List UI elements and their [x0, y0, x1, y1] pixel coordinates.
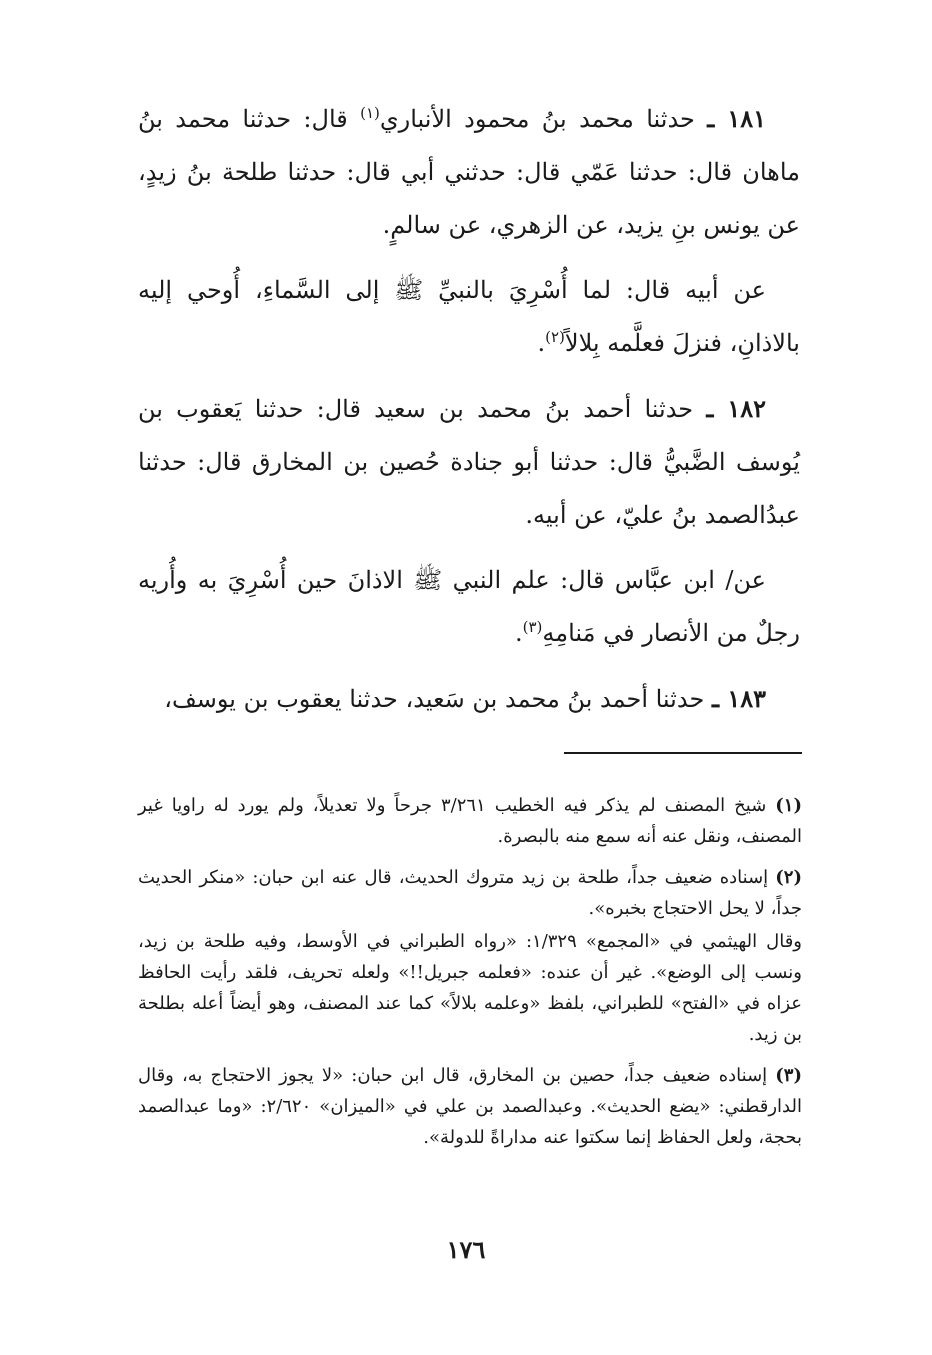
punctuation: .	[537, 329, 546, 357]
footnote-ref: (٢)	[545, 328, 565, 346]
hadith-181-isnad	[138, 92, 800, 252]
footnote-text: إسناده ضعيف جداً، طلحة بن زيد متروك الحديث، قال عنه ابن حبان: «منكر الحديث جداً، لا يحل الاحتجاج بخبره».	[138, 867, 802, 919]
footnote-text: شيخ المصنف لم يذكر فيه الخطيب ٣/٢٦١ جرحاً ولا تعديلاً، ولم يورد له راويا غير المصنف، ونقل عنه أنه سمع منه بالبصرة.	[138, 795, 802, 847]
hadith-183-isnad	[138, 672, 800, 726]
footnote-ref: (٣)	[522, 618, 543, 636]
footnote-2-continued: وقال الهيثمي في «المجمع» ١/٣٢٩: «رواه الطبراني في الأوسط، وفيه طلحة بن زيد، ونسب إلى الوضع». غير أن عنده: «فعلمه جبريل!!» ولعله تحريف، فلقد رأيت الحافظ عزاه في «الفتح» للطبراني، بلفظ «وعلمه بلالاً» كما عند المصنف، وهو أيضاً أعله بطلحة بن زيد.	[138, 931, 802, 1045]
hadith-182-matn	[138, 554, 800, 660]
punctuation: .	[514, 619, 523, 647]
footnotes	[138, 790, 802, 1163]
footnote-1	[138, 790, 802, 852]
isnad-text: قال: حدثنا محمد بنُ ماهان قال: حدثنا عَمّي قال: حدثني أبي قال: حدثنا طلحة بنُ زيدٍ، عن يونس بنِ يزيد، عن الزهري، عن سالمٍ.	[138, 105, 800, 239]
hadith-182-isnad	[138, 382, 800, 542]
footnote-text: إسناده ضعيف جداً، حصين بن المخارق، قال ابن حبان: «لا يجوز الاحتجاج به، وقال الدارقطني: «يضع الحديث». وعبدالصمد بن علي في «الميزان» ٢/٦٢٠: «وما عبدالصمد بحجة، ولعل الحفاظ إنما سكتوا عنه مداراةً للدولة».	[138, 1065, 802, 1148]
footnote-mark: (٣)	[775, 1065, 802, 1086]
isnad-text: حدثنا محمد بنُ محمود الأنباري	[379, 105, 695, 133]
matn-text: عن/ ابن عبَّاس قال: علم النبي ﷺ الاذانَ حين أُسْرِيَ به وأُريه رجلٌ من الأنصار في مَنامِهِ	[138, 566, 800, 647]
main-text	[138, 92, 800, 726]
hadith-number: ١٨١ ـ	[707, 104, 766, 133]
hadith-number: ١٨٢ ـ	[706, 394, 766, 423]
footnote-3	[138, 1060, 802, 1153]
footnote-mark: (١)	[775, 795, 802, 816]
matn-text: عن أبيه قال: لما أُسْرِيَ بالنبيِّ ﷺ إلى السَّماءِ، أُوحي إليه بالاذانِ، فنزلَ فعلَّمه بِلالاً	[138, 276, 800, 357]
isnad-text: حدثنا أحمد بنُ محمد بن سعيد قال: حدثنا يَعقوب بن يُوسف الضَّبيُّ قال: حدثنا أبو جنادة حُصين بن المخارق قال: حدثنا عبدُالصمد بنُ عليّ، عن أبيه.	[138, 395, 800, 529]
hadith-number: ١٨٣ ـ	[711, 684, 766, 713]
isnad-text: حدثنا أحمد بنُ محمد بن سَعيد، حدثنا يعقوب بن يوسف،	[164, 685, 705, 713]
footnote-mark: (٢)	[775, 867, 802, 888]
footnote-2	[138, 862, 802, 924]
footnote-ref: (١)	[360, 104, 380, 122]
footnote-separator	[564, 752, 802, 754]
page-number: ١٧٦	[446, 1235, 486, 1264]
hadith-181-matn	[138, 264, 800, 370]
